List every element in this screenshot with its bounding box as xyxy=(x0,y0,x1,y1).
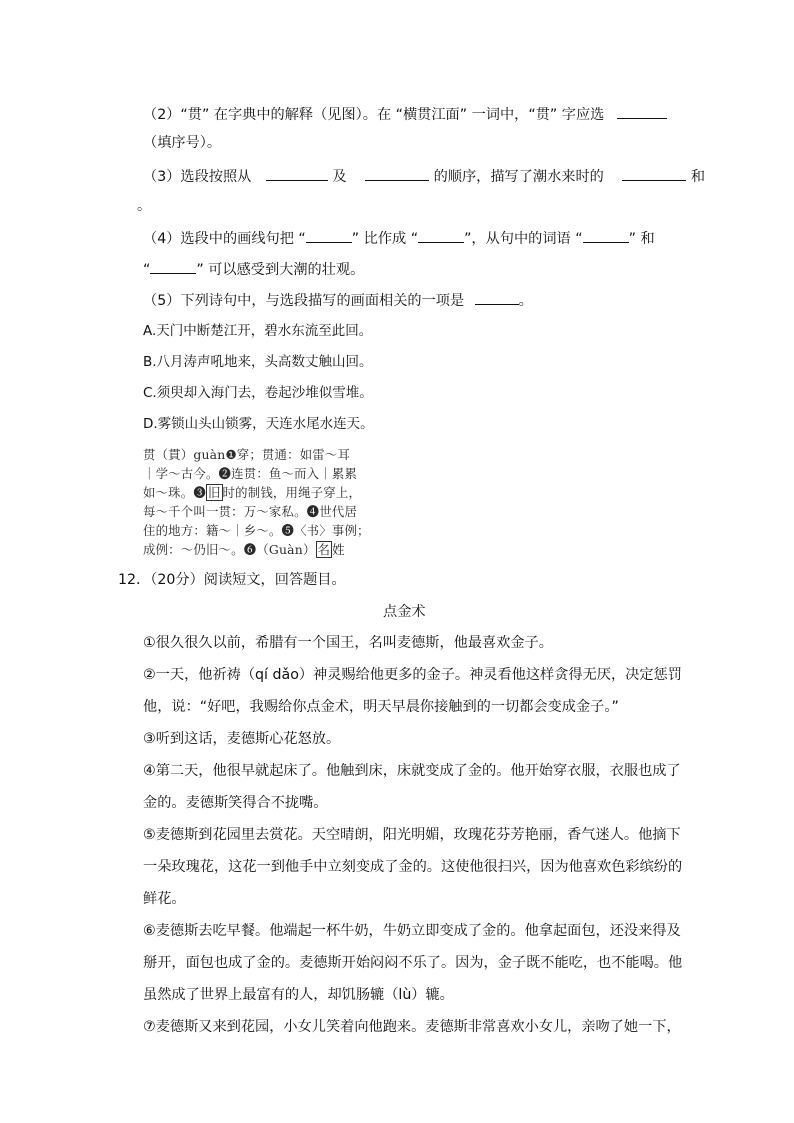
dict-boxed-char-1: 旧 xyxy=(207,485,221,500)
passage-paragraph-6a: ⑥麦德斯去吃早餐。他端起一杯牛奶，牛奶立即变成了金的。他拿起面包，还没来得及 xyxy=(143,923,681,939)
q5-option-d[interactable]: D.雾锁山头山锁雾，天连水尾水连天。 xyxy=(143,416,374,432)
q5-answer-blank[interactable] xyxy=(475,289,519,305)
q3-blank-3[interactable] xyxy=(622,165,686,181)
passage-paragraph-1: ①很久很久以前，希腊有一个国王，名叫麦德斯，他最喜欢金子。 xyxy=(143,635,553,651)
dictionary-entry-image xyxy=(143,446,385,558)
passage-paragraph-2a: ②一天，他祈祷（qí dǎo）神灵赐给他更多的金子。神灵看他这样贪得无厌，决定惩罚 xyxy=(143,667,682,683)
passage-title: 点金术 xyxy=(383,604,426,620)
passage-paragraph-5b: 一朵玫瑰花，这花一到他手中立刻变成了金的。这使他很扫兴，因为他喜欢色彩缤纷的 xyxy=(143,859,683,875)
q5-stem: （5）下列诗句中，与选段描写的画面相关的一项是 。 xyxy=(143,289,533,311)
dict-boxed-char-2: 名 xyxy=(317,542,331,557)
q2-answer-blank[interactable] xyxy=(617,103,667,119)
dict-line-2: ｜学～古今。❷连贯：鱼～而入｜累累 xyxy=(143,466,358,481)
passage-paragraph-5c: 鲜花。 xyxy=(143,891,186,907)
dict-line-3: 如～珠。❸ 旧 时的制钱，用绳子穿上， xyxy=(143,485,362,500)
q4-blank-3[interactable] xyxy=(583,227,629,243)
q4-line2: “ ” 可以感受到大潮的壮观。 xyxy=(143,258,364,280)
q5-option-b[interactable]: B.八月涛声吼地来，头高数丈触山回。 xyxy=(143,354,373,370)
dict-line-4: 每～千个叫一贯：万～家私。❹世代居 xyxy=(143,504,358,519)
dict-line-6: 成例：～仍旧～。❻（Guàn） 名 姓 xyxy=(143,542,345,557)
dict-line-5: 住的地方：籍～｜乡～。❺〈书〉事例； xyxy=(143,523,370,538)
q2-line2: （填序号）。 xyxy=(143,135,222,151)
q12-header: 12．（20分）阅读短文，回答题目。 xyxy=(118,572,346,588)
q3-blank-1[interactable] xyxy=(266,165,328,181)
q5-option-c[interactable]: C.须臾却入海门去，卷起沙堆似雪堆。 xyxy=(143,385,373,401)
q3-line1: （3）选段按照从 及 的顺序，描写了潮水来时的 和 xyxy=(143,165,705,187)
q4-line1: （4）选段中的画线句把 “ ” 比作成 “ ”，从句中的词语 “ ” 和 xyxy=(143,227,655,249)
q4-blank-1[interactable] xyxy=(306,227,352,243)
passage-paragraph-7a: ⑦麦德斯又来到花园，小女儿笑着向他跑来。麦德斯非常喜欢小女儿，亲吻了她一下， xyxy=(143,1019,681,1035)
q5-option-a[interactable]: A.天门中断楚江开，碧水东流至此回。 xyxy=(143,323,373,339)
q4-blank-2[interactable] xyxy=(418,227,464,243)
q2-line1: （2）“贯” 在字典中的解释（见图）。在 “横贯江面” 一词中，“贯” 字应选 xyxy=(143,103,667,125)
dict-line-1: 贯（貫）guàn❶穿；贯通：如雷～耳 xyxy=(143,447,351,462)
passage-paragraph-6b: 掰开，面包也成了金的。麦德斯开始闷闷不乐了。因为，金子既不能吃，也不能喝。他 xyxy=(143,955,683,971)
q4-blank-4[interactable] xyxy=(150,258,196,274)
passage-paragraph-4a: ④第二天，他很早就起床了。他触到床，床就变成了金的。他开始穿衣服，衣服也成了 xyxy=(143,763,681,779)
passage-paragraph-4b: 金的。麦德斯笑得合不拢嘴。 xyxy=(143,795,328,811)
q3-line2: 。 xyxy=(137,198,152,214)
passage-paragraph-2b: 他，说：“好吧，我赐给你点金术，明天早晨你接触到的一切都会变成金子。” xyxy=(143,699,619,715)
passage-paragraph-5a: ⑤麦德斯到花园里去赏花。天空晴朗，阳光明媚，玫瑰花芬芳艳丽，香气迷人。他摘下 xyxy=(143,827,681,843)
passage-paragraph-3: ③听到这话，麦德斯心花怒放。 xyxy=(143,731,341,747)
q3-blank-2[interactable] xyxy=(365,165,429,181)
passage-paragraph-6c: 虽然成了世界上最富有的人，却饥肠辘（lù）辘。 xyxy=(143,987,454,1003)
